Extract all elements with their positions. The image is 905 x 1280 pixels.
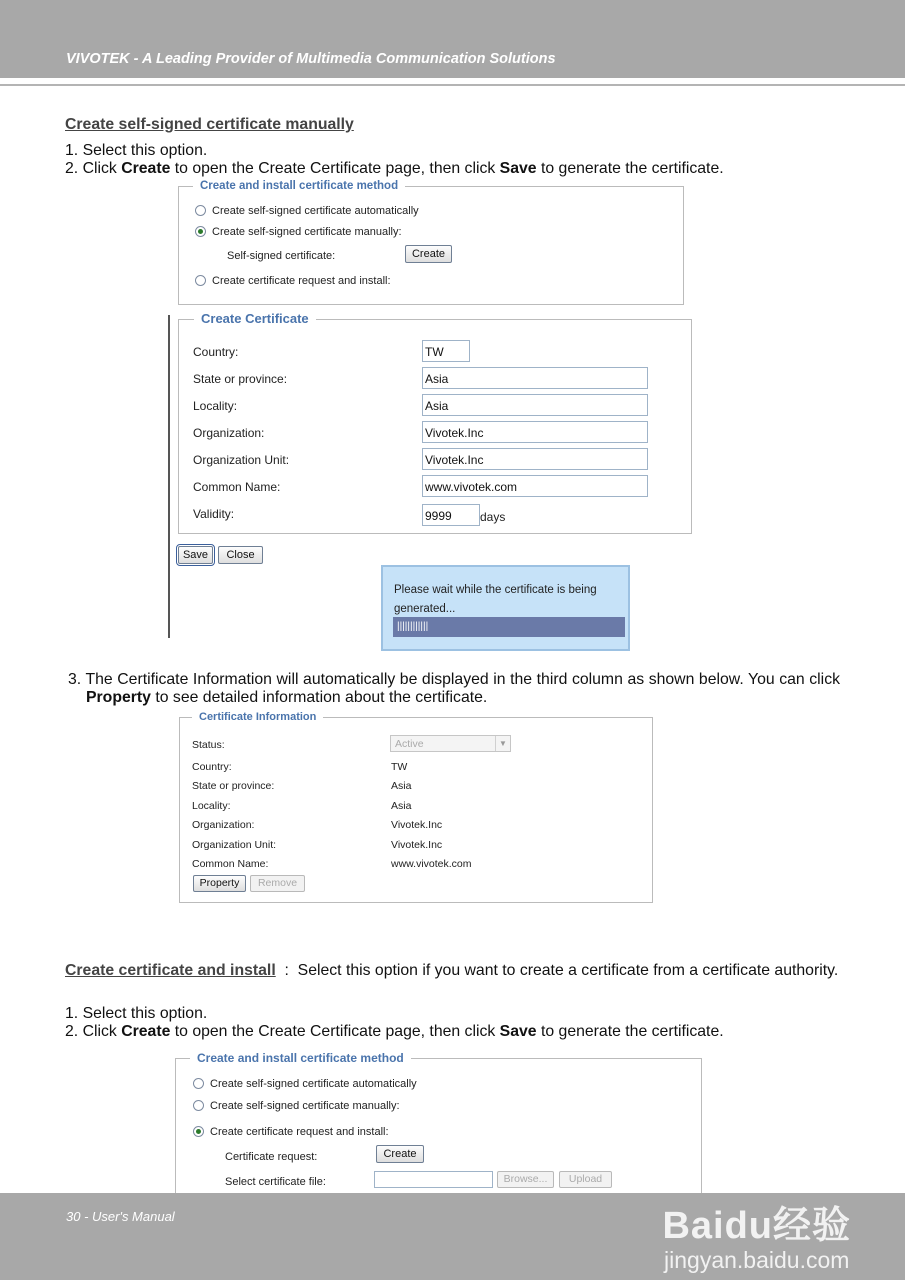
- field-label-organization-unit: Organization Unit:: [193, 453, 290, 467]
- info-value-organization: Vivotek.Inc: [391, 819, 443, 831]
- field-label-state: State or province:: [193, 372, 288, 386]
- field-label-organization: Organization:: [193, 426, 265, 440]
- page-footer: [0, 1193, 905, 1280]
- label-select-certificate-file: Select certificate file:: [225, 1176, 326, 1188]
- header-rule: [0, 84, 905, 86]
- info-value-common-name: www.vivotek.com: [391, 858, 472, 870]
- label-self-signed-manual: Create self-signed certificate manually:: [212, 226, 402, 238]
- watermark-logo: Baidu经验: [662, 1205, 851, 1247]
- country-input[interactable]: TW: [422, 340, 470, 362]
- locality-input[interactable]: Asia: [422, 394, 648, 416]
- chevron-down-icon: ▼: [495, 736, 510, 751]
- section2-intro: Create certificate and install : Select this option if you want to create a certificate from a certificate authority.: [65, 962, 839, 979]
- method-panel-1-legend: Create and install certificate method: [193, 180, 405, 192]
- field-label-common-name: Common Name:: [193, 480, 281, 494]
- info-label-locality: Locality:: [192, 800, 231, 812]
- remove-button: Remove: [250, 875, 305, 892]
- radio-certificate-request[interactable]: [195, 275, 206, 286]
- info-value-organization-unit: Vivotek.Inc: [391, 839, 443, 851]
- info-label-state: State or province:: [192, 780, 275, 792]
- radio2-certificate-request[interactable]: [193, 1126, 204, 1137]
- watermark-url: jingyan.baidu.com: [664, 1247, 850, 1273]
- page-header: [0, 0, 905, 78]
- label2-certificate-request: Create certificate request and install:: [210, 1126, 389, 1138]
- header-text: VIVOTEK - A Leading Provider of Multimedia Communication Solutions: [66, 51, 556, 67]
- section1-step2: 2. Click Create to open the Create Certificate page, then click Save to generate the certificate.: [65, 160, 724, 177]
- radio2-self-signed-auto[interactable]: [193, 1078, 204, 1089]
- section-title-self-signed-manual: Create self-signed certificate manually: [65, 116, 354, 133]
- info-label-organization: Organization:: [192, 819, 255, 831]
- property-button[interactable]: Property: [193, 875, 246, 892]
- radio-self-signed-manual[interactable]: [195, 226, 206, 237]
- method-panel-2-legend: Create and install certificate method: [190, 1051, 411, 1065]
- progress-bar: [393, 617, 625, 637]
- state-input[interactable]: Asia: [422, 367, 648, 389]
- validity-input[interactable]: 9999: [422, 504, 480, 526]
- step3-text: 3. The Certificate Information will automatically be displayed in the third column as shown below. You can click Property to see detailed information about the certificate.: [68, 671, 840, 706]
- info-label-status: Status:: [192, 739, 225, 751]
- browse-button: Browse...: [497, 1171, 554, 1188]
- radio-self-signed-auto[interactable]: [195, 205, 206, 216]
- create-certificate-legend: Create Certificate: [194, 311, 316, 326]
- section-title-create-and-install: Create certificate and install: [65, 962, 276, 979]
- status-select-value: Active: [395, 738, 424, 750]
- upload-button: Upload: [559, 1171, 612, 1188]
- progress-indicator: ||||||||||||: [397, 621, 429, 632]
- certificate-file-input[interactable]: [374, 1171, 493, 1188]
- certificate-info-legend: Certificate Information: [192, 711, 323, 723]
- status-select[interactable]: [390, 735, 511, 752]
- label2-self-signed-manual: Create self-signed certificate manually:: [210, 1100, 400, 1112]
- field-label-locality: Locality:: [193, 399, 238, 413]
- organization-unit-input[interactable]: Vivotek.Inc: [422, 448, 648, 470]
- label-certificate-request-create: Certificate request:: [225, 1151, 318, 1163]
- info-label-country: Country:: [192, 761, 232, 773]
- common-name-input[interactable]: www.vivotek.com: [422, 475, 648, 497]
- save-button[interactable]: Save: [178, 546, 213, 564]
- section2-step2: 2. Click Create to open the Create Certificate page, then click Save to generate the certificate.: [65, 1023, 724, 1040]
- info-value-locality: Asia: [391, 800, 412, 812]
- generating-popup: [381, 565, 630, 651]
- create-request-button[interactable]: Create: [376, 1145, 424, 1163]
- info-label-common-name: Common Name:: [192, 858, 269, 870]
- label-certificate-request: Create certificate request and install:: [212, 275, 391, 287]
- close-button[interactable]: Close: [218, 546, 263, 564]
- organization-input[interactable]: Vivotek.Inc: [422, 421, 648, 443]
- field-label-validity: Validity:: [193, 507, 235, 521]
- create-button[interactable]: Create: [405, 245, 452, 263]
- popup-message: Please wait while the certificate is being generated...: [394, 584, 597, 615]
- info-label-organization-unit: Organization Unit:: [192, 839, 277, 851]
- radio2-self-signed-manual[interactable]: [193, 1100, 204, 1111]
- window-edge-line: [168, 315, 170, 638]
- footer-page-number: 30 - User's Manual: [66, 1209, 175, 1224]
- info-value-state: Asia: [391, 780, 412, 792]
- validity-unit: days: [480, 510, 506, 524]
- section2-step1: 1. Select this option.: [65, 1005, 208, 1022]
- info-value-country: TW: [391, 761, 408, 773]
- label-self-signed-certificate: Self-signed certificate:: [227, 250, 336, 262]
- label-self-signed-auto: Create self-signed certificate automatically: [212, 205, 419, 217]
- section1-step1: 1. Select this option.: [65, 142, 208, 159]
- baidu-watermark: [662, 1205, 851, 1273]
- field-label-country: Country:: [193, 345, 239, 359]
- label2-self-signed-auto: Create self-signed certificate automatically: [210, 1078, 417, 1090]
